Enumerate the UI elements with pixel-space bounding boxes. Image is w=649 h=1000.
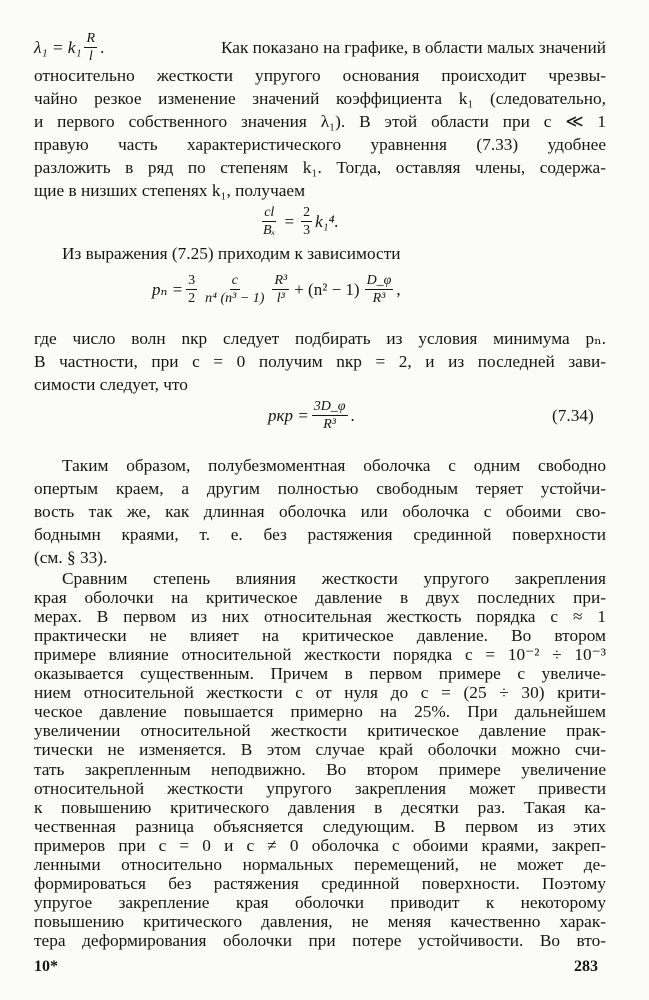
frac-den: 2 (188, 291, 196, 306)
text-line: ленными относительно нормальных перемещений, не может де- (34, 854, 606, 874)
text-line: практически не влияет на критическое давление. Во втором (34, 626, 606, 646)
text-line: Таким образом, полубезмоментная оболочка с одним свободно (62, 456, 606, 475)
frac-num: c (231, 273, 238, 288)
text-line: нием относительной жесткости c от нуля до c = (25 ÷ 30) крити- (34, 683, 606, 703)
inline-formula-lambda (34, 30, 104, 65)
text-line (34, 30, 606, 65)
text-line: к повышению критического давления в десятки раз. Такая ка- (34, 797, 606, 817)
fraction (365, 272, 394, 307)
frac-num: cl (264, 205, 275, 220)
page-number: 283 (574, 958, 598, 975)
text-line: Сравним степень влияния жесткости упругого закрепления (62, 569, 606, 588)
formula-tail: , (396, 279, 401, 299)
text-line: повышению критического давления, не меняя качественно харак- (34, 911, 606, 931)
formula-tail: . (100, 37, 105, 57)
frac-den: l (88, 49, 93, 64)
frac-num: 3 (188, 273, 196, 288)
text-line: симости следует, что (34, 375, 188, 394)
text-line: примере влияние относительной жесткости порядка c = 10⁻² ÷ 10⁻³ (34, 645, 606, 665)
text-line: ческое давление повышается примерно на 25%. При дальнейшем (34, 702, 606, 722)
fraction (301, 204, 312, 239)
text-line: относительной жесткости упругого закрепления может привести (34, 778, 606, 798)
text-line: тера деформирования оболочки при потере устойчивости. Во вто- (34, 930, 606, 950)
frac-den: 3 (303, 223, 311, 238)
text-line: вость так же, как длинная оболочка или оболочка с обоими сво- (34, 502, 606, 521)
frac-den: l³ (276, 291, 285, 306)
formula-lhs: λ₁ = k₁ (34, 37, 82, 57)
fraction (84, 30, 97, 65)
text-line: тать закрепленным неподвижно. Во втором примере увеличение (34, 759, 606, 779)
frac-num: D_φ (366, 273, 392, 288)
frac-den: R³ (323, 417, 336, 432)
formula-pn (152, 272, 401, 307)
text-line: мерах. В первом из них относительная жесткость порядка c ≈ 1 (34, 607, 606, 627)
text-line: разложить в ряд по степеням k₁. Тогда, оставляя члены, содержа- (34, 158, 606, 177)
text-line: края оболочки на критическое давление в двух последних при- (34, 588, 606, 608)
frac-num: R³ (274, 273, 288, 288)
formula-lhs: pₙ = (152, 279, 184, 299)
frac-num: R (86, 31, 96, 46)
formula-mid: + (n² − 1) (294, 279, 360, 299)
text-line: формироваться без растяжения срединной поверхности. Поэтому (34, 873, 606, 893)
text-line: Из выражения (7.25) приходим к зависимости (62, 244, 401, 263)
text-line: относительно жесткости упругого основания происходит чрезвы- (34, 66, 606, 85)
formula-pkr (268, 398, 355, 433)
formula-tail: k₁⁴. (315, 211, 339, 231)
text-line: тически не изменяется. В этом случае край оболочки можно счи- (34, 740, 606, 760)
frac-num: 2 (303, 205, 311, 220)
text-line: примеров при c = 0 и c ≠ 0 оболочка с обоими краями, закреп- (34, 835, 606, 855)
frac-den: R³ (372, 291, 386, 306)
text-line: и первого собственного значения λ₁). В этой области при c ≪ 1 (34, 112, 606, 131)
text-line: правую часть характеристического уравнення (7.33) удобнее (34, 135, 606, 154)
text-line: упругое закрепление края оболочки приводит к некоторому (34, 892, 606, 912)
text-line: В частности, при c = 0 получим nкр = 2, и из последней зави- (34, 352, 606, 371)
text-line: щие в низших степенях k₁, получаем (34, 181, 306, 200)
text-line: чественная разница объясняется следующим. В первом из этих (34, 816, 606, 836)
text-line: оказывается существенным. Причем в первом примере с увеличе- (34, 664, 606, 684)
text-line: чайно резкое изменение значений коэффициента k₁ (следовательно, (34, 89, 606, 108)
line-text: Как показано на графике, в области малых значений (220, 37, 606, 57)
text-line: увеличении относительной жесткости критическое давление прак- (34, 721, 606, 741)
text-line: где число волн nкр следует подбирать из условия минимума pₙ. (34, 329, 606, 348)
frac-den: n⁴ (n³ − 1) (205, 291, 265, 306)
text-line: опертым краем, а другим полностью свободным теряет устойчи- (34, 479, 606, 498)
frac-num: 3D_φ (313, 399, 346, 414)
fraction (203, 272, 266, 307)
fraction (272, 272, 289, 307)
formula-lhs: pкр = (268, 405, 309, 425)
text-line: (см. § 33). (34, 548, 108, 567)
frac-den: Bₓ (263, 223, 276, 238)
formula-tail: . (350, 405, 355, 425)
signature-mark: 10* (34, 958, 58, 975)
fraction (261, 204, 278, 239)
fraction (312, 398, 348, 433)
formula-cl-bx: $\frac{cl}{\text{Bₓ}}$ = $\frac{2}{3}$ k₁⁴. (263, 205, 339, 238)
fraction (186, 272, 197, 307)
text-line: боднымн краями, т. е. без растяжения срединной поверхности (34, 525, 606, 544)
equation-number: (7.34) (552, 406, 594, 425)
